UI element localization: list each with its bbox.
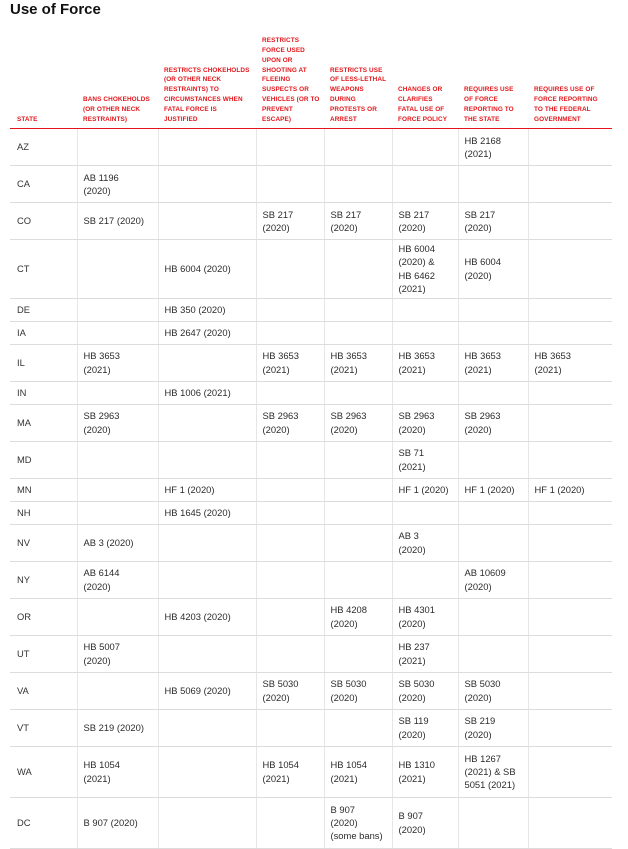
cell-fatal-force-policy: SB 5030 (2020): [392, 672, 458, 709]
cell-bans-chokeholds: SB 219 (2020): [77, 709, 158, 746]
cell-bans-chokeholds: [77, 478, 158, 501]
column-header-fatal-force-policy: CHANGES OR CLARIFIES FATAL USE OF FORCE POLICY: [392, 30, 458, 129]
cell-reporting-state: SB 217 (2020): [458, 203, 528, 240]
cell-reporting-federal: [528, 561, 612, 598]
state-cell: MD: [10, 441, 77, 478]
cell-bans-chokeholds: [77, 501, 158, 524]
cell-reporting-federal: [528, 709, 612, 746]
cell-restricts-fleeing: [256, 501, 324, 524]
cell-fatal-force-policy: [392, 321, 458, 344]
cell-restricts-less-lethal: SB 5030 (2020): [324, 672, 392, 709]
cell-fatal-force-policy: HB 237 (2021): [392, 635, 458, 672]
cell-restricts-chokeholds: [158, 441, 256, 478]
column-header-restricts-fleeing: RESTRICTS FORCE USED UPON OR SHOOTING AT FLEEING SUSPECTS OR VEHICLES (OR TO PREVENT ESCAPE): [256, 30, 324, 129]
state-cell: DE: [10, 298, 77, 321]
cell-restricts-fleeing: [256, 129, 324, 166]
table-row: [10, 344, 612, 381]
table-row: [10, 746, 612, 797]
cell-restricts-fleeing: HB 1054 (2021): [256, 746, 324, 797]
cell-restricts-fleeing: [256, 709, 324, 746]
state-cell: CO: [10, 203, 77, 240]
column-header-restricts-chokeholds: RESTRICTS CHOKEHOLDS (OR OTHER NECK RESTRAINTS) TO CIRCUMSTANCES WHEN FATAL FORCE IS JUSTIFIED: [158, 30, 256, 129]
cell-restricts-fleeing: [256, 561, 324, 598]
cell-restricts-less-lethal: [324, 635, 392, 672]
cell-reporting-federal: [528, 635, 612, 672]
cell-reporting-state: [458, 635, 528, 672]
cell-fatal-force-policy: HB 4301 (2020): [392, 598, 458, 635]
cell-bans-chokeholds: AB 1196 (2020): [77, 166, 158, 203]
cell-reporting-state: HB 1267 (2021) & SB 5051 (2021): [458, 746, 528, 797]
cell-restricts-chokeholds: HF 1 (2020): [158, 478, 256, 501]
cell-reporting-federal: [528, 797, 612, 848]
cell-fatal-force-policy: HB 3653 (2021): [392, 344, 458, 381]
header-row: [10, 30, 612, 129]
cell-fatal-force-policy: AB 3 (2020): [392, 524, 458, 561]
table-row: [10, 381, 612, 404]
table-row: [10, 441, 612, 478]
table-row: [10, 672, 612, 709]
cell-reporting-state: [458, 298, 528, 321]
cell-restricts-chokeholds: [158, 404, 256, 441]
page-title: Use of Force: [10, 1, 101, 18]
cell-reporting-federal: [528, 381, 612, 404]
cell-bans-chokeholds: HB 3653 (2021): [77, 344, 158, 381]
cell-reporting-state: [458, 524, 528, 561]
cell-fatal-force-policy: SB 119 (2020): [392, 709, 458, 746]
cell-restricts-fleeing: [256, 321, 324, 344]
table-row: [10, 166, 612, 203]
cell-reporting-state: HB 6004 (2020): [458, 240, 528, 299]
state-cell: NY: [10, 561, 77, 598]
cell-fatal-force-policy: HF 1 (2020): [392, 478, 458, 501]
cell-fatal-force-policy: [392, 298, 458, 321]
cell-reporting-federal: [528, 321, 612, 344]
cell-restricts-fleeing: [256, 478, 324, 501]
cell-bans-chokeholds: AB 6144 (2020): [77, 561, 158, 598]
cell-reporting-state: HB 3653 (2021): [458, 344, 528, 381]
cell-reporting-federal: HF 1 (2020): [528, 478, 612, 501]
cell-bans-chokeholds: AB 3 (2020): [77, 524, 158, 561]
cell-bans-chokeholds: [77, 298, 158, 321]
state-cell: WA: [10, 746, 77, 797]
cell-reporting-state: SB 2963 (2020): [458, 404, 528, 441]
cell-restricts-less-lethal: [324, 166, 392, 203]
cell-restricts-chokeholds: [158, 129, 256, 166]
cell-reporting-federal: [528, 501, 612, 524]
cell-restricts-fleeing: [256, 441, 324, 478]
cell-bans-chokeholds: B 907 (2020): [77, 797, 158, 848]
cell-fatal-force-policy: HB 6004 (2020) & HB 6462 (2021): [392, 240, 458, 299]
table-body: [10, 129, 612, 849]
cell-restricts-less-lethal: [324, 381, 392, 404]
cell-fatal-force-policy: [392, 129, 458, 166]
state-cell: OR: [10, 598, 77, 635]
cell-reporting-federal: [528, 129, 612, 166]
cell-restricts-less-lethal: HB 3653 (2021): [324, 344, 392, 381]
cell-bans-chokeholds: [77, 129, 158, 166]
cell-restricts-chokeholds: HB 6004 (2020): [158, 240, 256, 299]
cell-bans-chokeholds: [77, 381, 158, 404]
cell-restricts-chokeholds: [158, 746, 256, 797]
state-cell: AZ: [10, 129, 77, 166]
cell-reporting-federal: [528, 203, 612, 240]
table-row: [10, 561, 612, 598]
cell-reporting-federal: HB 3653 (2021): [528, 344, 612, 381]
cell-restricts-chokeholds: [158, 561, 256, 598]
cell-restricts-less-lethal: [324, 524, 392, 561]
table-row: [10, 298, 612, 321]
cell-restricts-less-lethal: [324, 478, 392, 501]
cell-restricts-less-lethal: HB 4208 (2020): [324, 598, 392, 635]
state-cell: NH: [10, 501, 77, 524]
table-row: [10, 478, 612, 501]
cell-reporting-federal: [528, 672, 612, 709]
table-row: [10, 404, 612, 441]
cell-restricts-chokeholds: [158, 797, 256, 848]
cell-bans-chokeholds: [77, 672, 158, 709]
state-cell: UT: [10, 635, 77, 672]
cell-restricts-fleeing: [256, 298, 324, 321]
cell-bans-chokeholds: HB 5007 (2020): [77, 635, 158, 672]
cell-reporting-state: SB 5030 (2020): [458, 672, 528, 709]
cell-fatal-force-policy: [392, 166, 458, 203]
cell-bans-chokeholds: [77, 598, 158, 635]
column-header-reporting-federal: REQUIRES USE OF FORCE REPORTING TO THE FEDERAL GOVERNMENT: [528, 30, 612, 129]
cell-restricts-fleeing: [256, 381, 324, 404]
column-header-reporting-state: REQUIRES USE OF FORCE REPORTING TO THE STATE: [458, 30, 528, 129]
cell-restricts-chokeholds: [158, 203, 256, 240]
cell-fatal-force-policy: SB 71 (2021): [392, 441, 458, 478]
cell-bans-chokeholds: [77, 441, 158, 478]
state-cell: MA: [10, 404, 77, 441]
cell-reporting-federal: [528, 240, 612, 299]
cell-restricts-less-lethal: [324, 561, 392, 598]
cell-fatal-force-policy: SB 217 (2020): [392, 203, 458, 240]
cell-restricts-fleeing: [256, 240, 324, 299]
cell-restricts-less-lethal: SB 217 (2020): [324, 203, 392, 240]
cell-reporting-federal: [528, 441, 612, 478]
cell-fatal-force-policy: [392, 501, 458, 524]
cell-restricts-less-lethal: HB 1054 (2021): [324, 746, 392, 797]
state-cell: CA: [10, 166, 77, 203]
table-row: [10, 598, 612, 635]
cell-restricts-less-lethal: [324, 298, 392, 321]
cell-fatal-force-policy: B 907 (2020): [392, 797, 458, 848]
state-cell: MN: [10, 478, 77, 501]
cell-restricts-fleeing: [256, 524, 324, 561]
cell-bans-chokeholds: [77, 240, 158, 299]
table-row: [10, 709, 612, 746]
cell-restricts-chokeholds: [158, 344, 256, 381]
cell-restricts-fleeing: SB 217 (2020): [256, 203, 324, 240]
cell-restricts-chokeholds: [158, 709, 256, 746]
column-header-state: STATE: [10, 30, 77, 129]
state-cell: VA: [10, 672, 77, 709]
state-cell: CT: [10, 240, 77, 299]
column-header-restricts-less-lethal: RESTRICTS USE OF LESS-LETHAL WEAPONS DURING PROTESTS OR ARREST: [324, 30, 392, 129]
cell-restricts-chokeholds: HB 4203 (2020): [158, 598, 256, 635]
cell-restricts-less-lethal: [324, 321, 392, 344]
cell-reporting-state: HB 2168 (2021): [458, 129, 528, 166]
cell-reporting-federal: [528, 166, 612, 203]
cell-bans-chokeholds: [77, 321, 158, 344]
cell-reporting-federal: [528, 746, 612, 797]
cell-fatal-force-policy: SB 2963 (2020): [392, 404, 458, 441]
cell-restricts-chokeholds: HB 1645 (2020): [158, 501, 256, 524]
table-row: [10, 635, 612, 672]
cell-restricts-chokeholds: [158, 635, 256, 672]
cell-restricts-fleeing: HB 3653 (2021): [256, 344, 324, 381]
cell-bans-chokeholds: SB 2963 (2020): [77, 404, 158, 441]
cell-reporting-federal: [528, 524, 612, 561]
table-header: [10, 30, 612, 129]
cell-restricts-chokeholds: HB 1006 (2021): [158, 381, 256, 404]
table-row: [10, 129, 612, 166]
state-cell: IN: [10, 381, 77, 404]
cell-reporting-state: AB 10609 (2020): [458, 561, 528, 598]
cell-restricts-fleeing: [256, 635, 324, 672]
cell-reporting-state: [458, 381, 528, 404]
cell-restricts-less-lethal: [324, 709, 392, 746]
cell-restricts-less-lethal: [324, 129, 392, 166]
cell-reporting-state: HF 1 (2020): [458, 478, 528, 501]
cell-restricts-chokeholds: HB 2647 (2020): [158, 321, 256, 344]
state-cell: DC: [10, 797, 77, 848]
cell-restricts-less-lethal: SB 2963 (2020): [324, 404, 392, 441]
table-row: [10, 203, 612, 240]
cell-reporting-federal: [528, 598, 612, 635]
cell-reporting-federal: [528, 298, 612, 321]
cell-fatal-force-policy: HB 1310 (2021): [392, 746, 458, 797]
cell-reporting-state: [458, 797, 528, 848]
state-cell: IA: [10, 321, 77, 344]
cell-restricts-fleeing: SB 5030 (2020): [256, 672, 324, 709]
cell-restricts-fleeing: SB 2963 (2020): [256, 404, 324, 441]
table-row: [10, 797, 612, 848]
cell-fatal-force-policy: [392, 561, 458, 598]
state-cell: VT: [10, 709, 77, 746]
use-of-force-table: [10, 30, 612, 849]
table-row: [10, 321, 612, 344]
cell-restricts-less-lethal: [324, 441, 392, 478]
cell-restricts-fleeing: [256, 166, 324, 203]
table-row: [10, 240, 612, 299]
column-header-bans-chokeholds: BANS CHOKEHOLDS (OR OTHER NECK RESTRAINTS): [77, 30, 158, 129]
cell-restricts-less-lethal: [324, 240, 392, 299]
cell-reporting-federal: [528, 404, 612, 441]
cell-reporting-state: [458, 501, 528, 524]
cell-restricts-fleeing: [256, 598, 324, 635]
cell-restricts-less-lethal: [324, 501, 392, 524]
cell-restricts-fleeing: [256, 797, 324, 848]
cell-restricts-less-lethal: B 907 (2020) (some bans): [324, 797, 392, 848]
cell-restricts-chokeholds: HB 350 (2020): [158, 298, 256, 321]
cell-reporting-state: [458, 321, 528, 344]
state-cell: NV: [10, 524, 77, 561]
cell-fatal-force-policy: [392, 381, 458, 404]
table-row: [10, 524, 612, 561]
cell-reporting-state: [458, 598, 528, 635]
cell-restricts-chokeholds: [158, 524, 256, 561]
cell-bans-chokeholds: HB 1054 (2021): [77, 746, 158, 797]
cell-reporting-state: [458, 166, 528, 203]
cell-reporting-state: [458, 441, 528, 478]
cell-reporting-state: SB 219 (2020): [458, 709, 528, 746]
cell-bans-chokeholds: SB 217 (2020): [77, 203, 158, 240]
cell-restricts-chokeholds: HB 5069 (2020): [158, 672, 256, 709]
table-row: [10, 501, 612, 524]
cell-restricts-chokeholds: [158, 166, 256, 203]
state-cell: IL: [10, 344, 77, 381]
